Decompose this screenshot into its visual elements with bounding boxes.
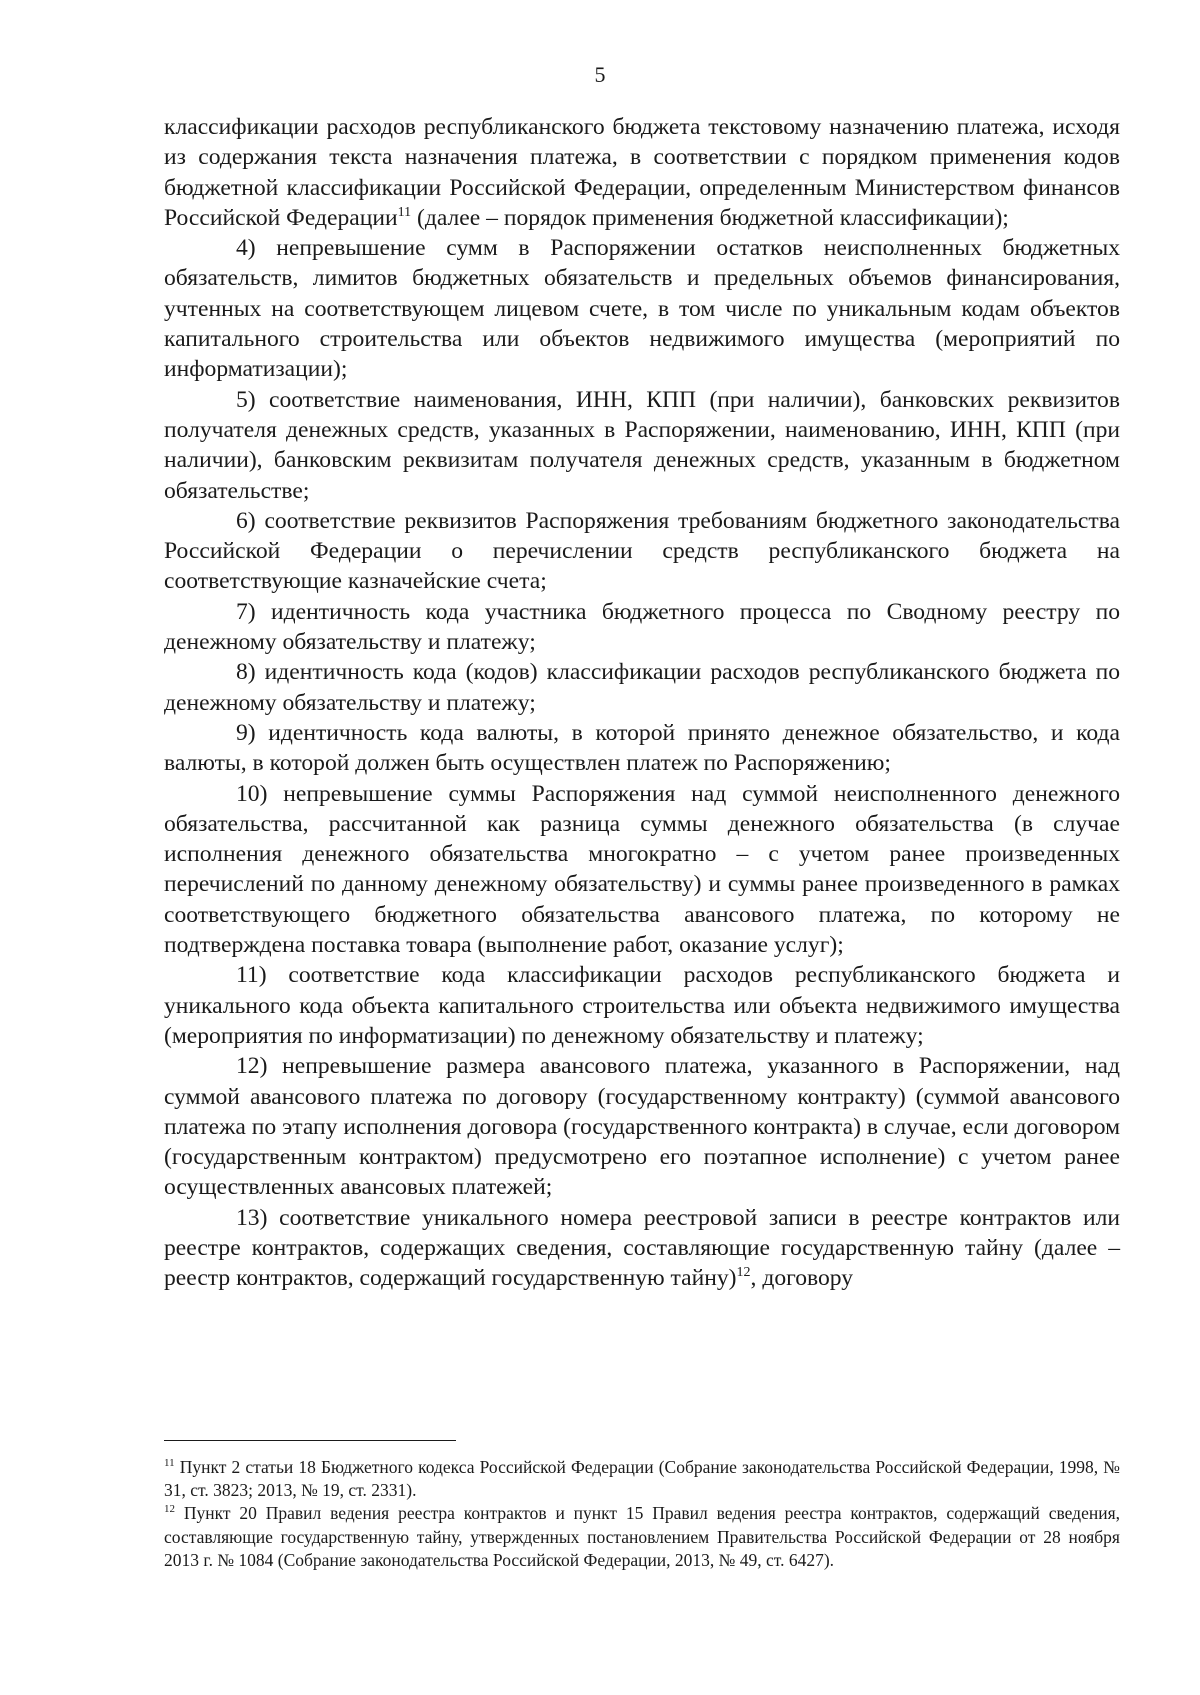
footnotes	[164, 1456, 1120, 1572]
paragraph-item-5: 5) соответствие наименования, ИНН, КПП (при наличии), банковских реквизитов получателя денежных средств, указанных в Распоряжении, наименованию, ИНН, КПП (при наличии), банковским реквизитам получателя денежных средств, указанным в бюджетном обязательстве;	[164, 386, 1120, 504]
paragraph-item-10: 10) непревышение суммы Распоряжения над суммой неисполненного денежного обязательства, рассчитанной как разница суммы денежного обязательства (в случае исполнения денежного обязательства многократно – с учетом ранее произведенных перечислений по данному денежному обязательству) и суммы ранее произведенного в рамках соответствующего бюджетного обязательства авансового платежа, по которому не подтверждена поставка товара (выполнение работ, оказание услуг);	[164, 780, 1120, 959]
paragraph-item-6: 6) соответствие реквизитов Распоряжения требованиям бюджетного законодательства Российской Федерации о перечислении средств республиканского бюджета на соответствующие казначейские счета;	[164, 507, 1120, 595]
paragraph-item-9: 9) идентичность кода валюты, в которой принято денежное обязательство, и кода валюты, в которой должен быть осуществлен платеж по Распоряжению;	[164, 719, 1120, 777]
document-body	[164, 112, 1120, 1294]
paragraph-item-11: 11) соответствие кода классификации расходов республиканского бюджета и уникального кода объекта капитального строительства или объекта недвижимого имущества (мероприятия по информатизации) по денежному обязательству и платежу;	[164, 962, 1120, 1049]
paragraph-text: , договору	[750, 1265, 854, 1292]
paragraph-item-7: 7) идентичность кода участника бюджетного процесса по Сводному реестру по денежному обязательству и платежу;	[164, 598, 1120, 656]
footnote-text: Пункт 2 статьи 18 Бюджетного кодекса Российской Федерации (Собрание законодательства Российской Федерации, 1998, № 31, ст. 3823; 2013, № 19, ст. 2331).	[164, 1457, 1120, 1501]
paragraph-item-4: 4) непревышение сумм в Распоряжении остатков неисполненных бюджетных обязательств, лимитов бюджетных обязательств и предельных объемов финансирования, учтенных на соответствующем лицевом счете, в том числе по уникальным кодам объектов капитального строительства или объектов недвижимого имущества (мероприятий по информатизации);	[164, 235, 1120, 383]
footnote-number: 12	[164, 1503, 175, 1516]
footnote-ref-11[interactable]: 11	[397, 205, 412, 221]
paragraph-text: 13) соответствие уникального номера реестровой записи в реестре контрактов или реестре контрактов, содержащих сведения, составляющие государственную тайну (далее – реестр контрактов, содержащий государственную тайну)	[164, 1204, 1120, 1292]
footnote-number: 11	[164, 1457, 175, 1470]
paragraph-text: (далее – порядок применения бюджетной классификации);	[411, 204, 1009, 231]
footnote-12	[164, 1502, 1120, 1572]
footnote-text: Пункт 20 Правил ведения реестра контрактов и пункт 15 Правил ведения реестра контрактов, содержащий сведения, составляющие государственную тайну, утвержденных постановлением Правительства Российской Федерации от 28 ноября 2013 г. № 1084 (Собрание законодательства Российской Федерации, 2013, № 49, ст. 6427).	[164, 1503, 1120, 1570]
paragraph-item-8: 8) идентичность кода (кодов) классификации расходов республиканского бюджета по денежному обязательству и платежу;	[164, 659, 1120, 716]
paragraph-item-13	[164, 1203, 1120, 1294]
paragraph-continuation	[164, 112, 1120, 233]
page-number: 5	[594, 62, 606, 87]
footnote-separator	[164, 1440, 456, 1441]
paragraph-text: классификации расходов республиканского бюджета текстовому назначению платежа, исходя из содержания текста назначения платежа, в соответствии с порядком применения кодов бюджетной классификации Российской Федерации, определенным Министерством финансов Российской Федерации	[164, 114, 1120, 231]
paragraph-item-12: 12) непревышение размера авансового платежа, указанного в Распоряжении, над суммой авансового платежа по договору (государственному контракту) (суммой авансового платежа по этапу исполнения договора (государственного контракта) в случае, если договором (государственным контрактом) предусмотрено его поэтапное исполнение) с учетом ранее осуществленных авансовых платежей;	[164, 1053, 1120, 1201]
footnote-11	[164, 1456, 1120, 1502]
footnote-ref-12[interactable]: 12	[736, 1265, 751, 1281]
